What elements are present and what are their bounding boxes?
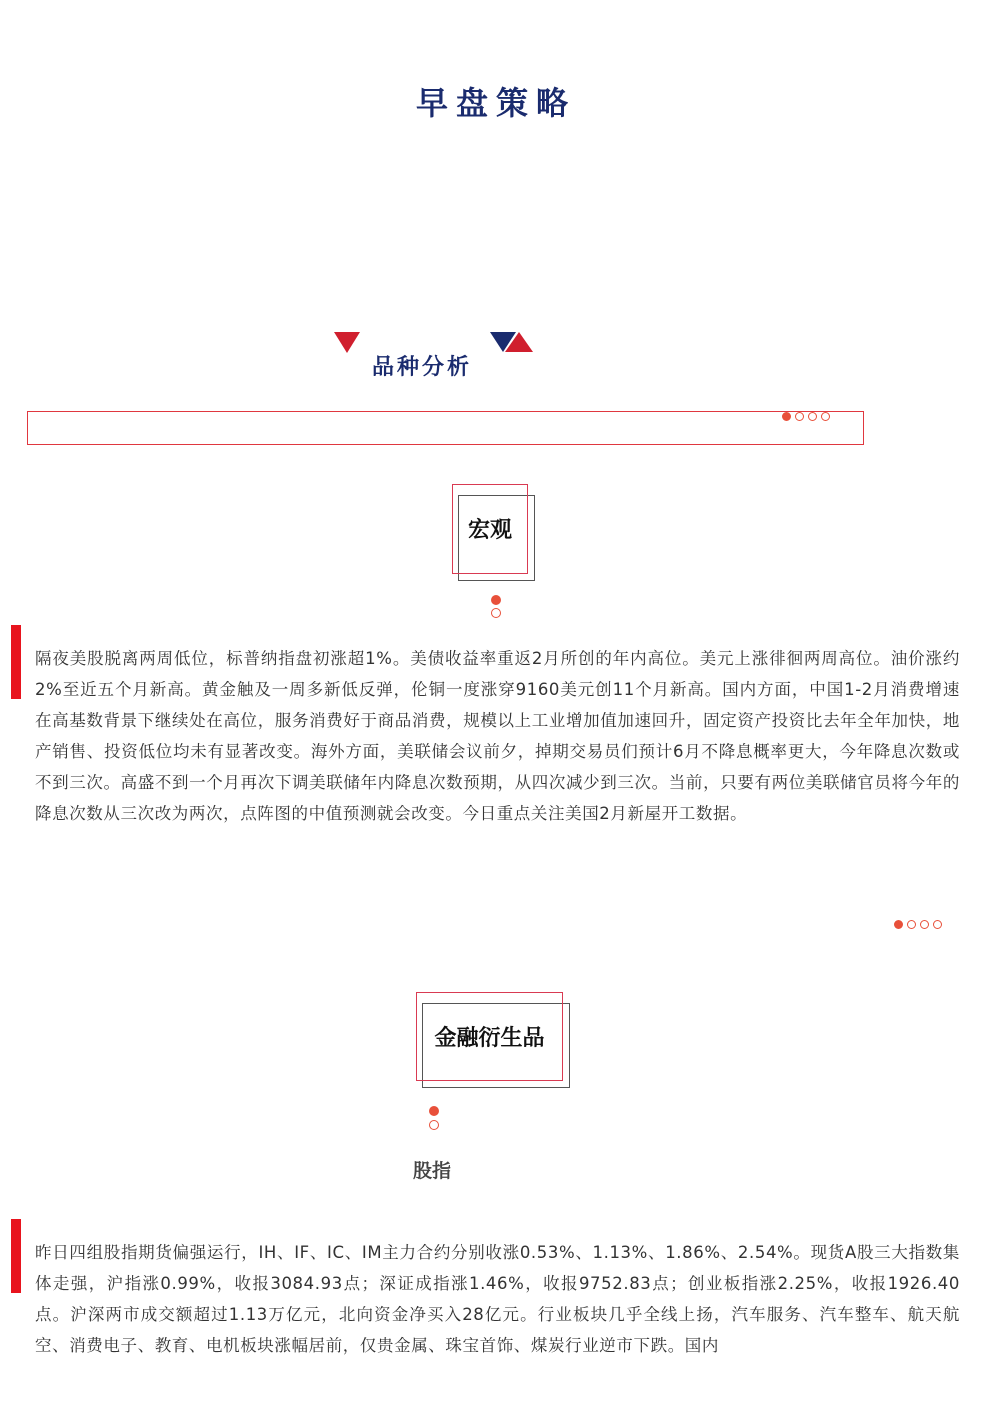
dot-icon — [920, 920, 929, 929]
stock-index-paragraph: 昨日四组股指期货偏强运行，IH、IF、IC、IM主力合约分别收涨0.53%、1.13%、1.86%、2.54%。现货A股三大指数集体走强，沪指涨0.99%，收报3084.93点；深证成指涨1.46%，收报9752.83点；创业板指涨2.25%，收报1926.40点。沪深两市成交额超过1.13万亿元，北向资金净买入28亿元。行业板块几乎全线上扬，汽车服务、汽车整车、航天航空、消费电子、教育、电机板块涨幅居前，仅贵金属、珠宝首饰、煤炭行业逆市下跌。国内 — [35, 1243, 960, 1355]
dot-icon — [933, 920, 942, 929]
red-accent-bar — [11, 625, 21, 699]
stock-index-heading: 股指 — [413, 1160, 452, 1182]
dot-icon — [782, 412, 791, 421]
dot-icon — [907, 920, 916, 929]
red-triangle-icon — [334, 332, 360, 353]
macro-paragraph: 隔夜美股脱离两周低位，标普纳指盘初涨超1%。美债收益率重返2月所创的年内高位。美元上涨徘徊两周高位。油价涨约2%至近五个月新高。黄金触及一周多新低反弹，伦铜一度涨穿9160美元创11个月新高。国内方面，中国1-2月消费增速在高基数背景下继续处在高位，服务消费好于商品消费，规模以上工业增加值加速回升，固定资产投资比去年全年加快，地产销售、投资低位均未有显著改变。海外方面，美联储会议前夕，掉期交易员们预计6月不降息概率更大，今年降息次数或不到三次。高盛不到一个月再次下调美联储年内降息次数预期，从四次减少到三次。当前，只要有两位美联储官员将今年的降息次数从三次改为两次，点阵图的中值预测就会改变。今日重点关注美国2月新屋开工数据。 — [35, 649, 960, 823]
red-up-triangle-icon — [505, 332, 533, 352]
dots-indicator — [894, 920, 946, 929]
page-title: 早盘策略 — [415, 84, 576, 122]
dot-icon — [429, 1120, 439, 1130]
dot-icon — [795, 412, 804, 421]
dot-icon — [808, 412, 817, 421]
dot-icon — [894, 920, 903, 929]
section-title: 品种分析 — [372, 355, 473, 380]
dot-icon — [429, 1106, 439, 1116]
decorative-band — [27, 411, 864, 445]
dot-icon — [491, 608, 501, 618]
finance-label: 金融衍生品 — [434, 1026, 545, 1051]
red-accent-bar — [11, 1219, 21, 1293]
dot-icon — [821, 412, 830, 421]
dots-indicator — [782, 412, 834, 421]
macro-label: 宏观 — [467, 518, 512, 543]
dot-icon — [491, 595, 501, 605]
